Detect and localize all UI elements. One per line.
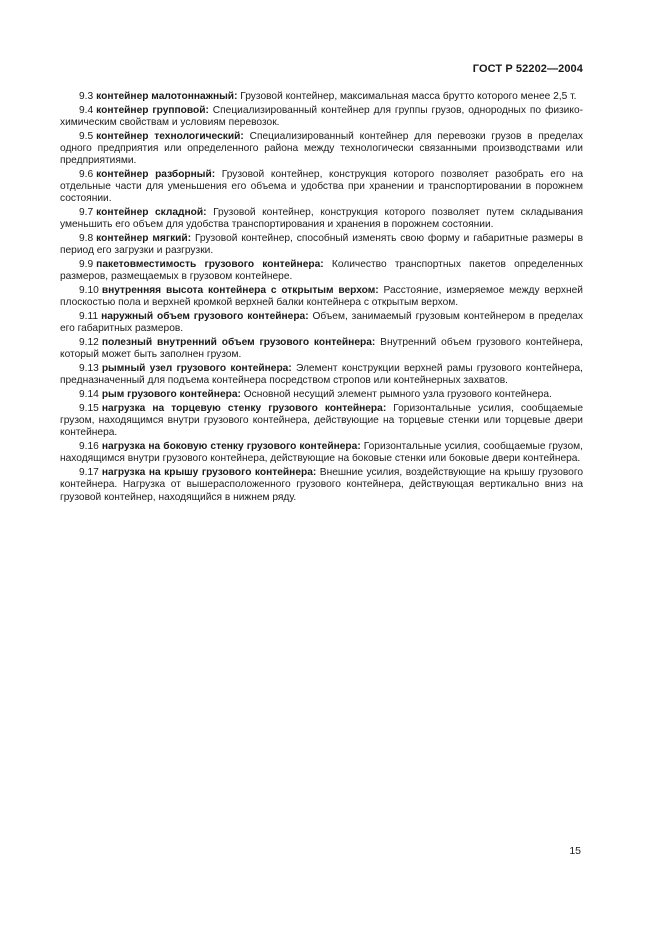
definition-text: Объем, занимаемый грузовым контейнером в пределах его габаритных размеров. <box>60 311 583 335</box>
definition-term: контейнер мягкий: <box>96 233 192 245</box>
definition-text: Горизонтальные усилия, сообщаемые грузом, находящимся внутри грузового контейнера, действующие на торцевые стенки или торцевые двери контейнера. <box>60 403 583 439</box>
definitions-body <box>60 91 583 505</box>
definition-text: Грузовой контейнер, конструкция которого позволяет путем складывания уменьшить его объем для удобства транспортирования и хранения в порожнем состоянии. <box>60 207 583 231</box>
definition-text: Количество транспортных пакетов определенных размеров, размещаемых в грузовом контейнере. <box>60 259 583 283</box>
definition-9-11 <box>60 311 583 335</box>
definition-text: Внешние усилия, воздействующие на крышу грузового контейнера. Нагрузка от вышерасположенного грузового контейнера, действующая вертикально вниз на грузовой контейнер, находящийся в нижнем ряду. <box>60 467 583 503</box>
definition-text: Основной несущий элемент рымного узла грузового контейнера. <box>240 389 552 401</box>
definition-text: Специализированный контейнер для группы грузов, однородных по физико-химическим свойствам и условиям перевозок. <box>60 104 584 128</box>
definition-9-10 <box>60 285 583 309</box>
definition-text: Грузовой контейнер, конструкция которого позволяет разобрать его на отдельные части для уменьшения его объема и удобства при хранении и транспортировании в порожнем состоянии. <box>60 169 584 205</box>
definition-term: рымный узел грузового контейнера: <box>101 363 292 375</box>
definition-9-4 <box>60 105 583 129</box>
definition-9-8 <box>60 233 583 257</box>
definition-9-3 <box>60 91 583 103</box>
definition-text: Грузовой контейнер, максимальная масса брутто которого менее 2,5 т. <box>237 91 577 102</box>
definition-number: 9.3 <box>79 91 94 102</box>
definition-text: Элемент конструкции верхней рамы грузового контейнера, предназначенный для подъема контейнера посредством стропов или контейнерных захватов. <box>60 363 583 387</box>
definition-term: контейнер складной: <box>96 207 207 219</box>
definition-9-17 <box>60 467 583 504</box>
definition-number: 9.11 <box>79 311 99 323</box>
definition-term: пакетовместимость грузового контейнера: <box>96 259 324 271</box>
definition-term: нагрузка на торцевую стенку грузового контейнера: <box>101 403 387 414</box>
definition-9-6 <box>60 169 583 206</box>
definition-9-13 <box>60 363 583 387</box>
definition-9-14 <box>60 389 583 401</box>
definition-text: Внутренний объем грузового контейнера, который может быть заполнен грузом. <box>60 337 583 361</box>
definition-number: 9.15 <box>79 403 99 414</box>
definition-text: Расстояние, измеряемое между верхней плоскостью пола и верхней кромкой верхней балки контейнера с открытым верхом. <box>60 285 584 309</box>
page-number: 15 <box>569 845 581 857</box>
definition-number: 9.14 <box>79 389 99 401</box>
definition-term: нагрузка на крышу грузового контейнера: <box>101 467 317 479</box>
definition-number: 9.16 <box>79 441 99 453</box>
definition-term: контейнер разборный: <box>96 169 216 180</box>
definition-9-5 <box>60 131 583 168</box>
definition-number: 9.10 <box>79 285 99 297</box>
definition-term: контейнер групповой: <box>96 104 209 116</box>
definition-9-12 <box>60 337 583 361</box>
definition-9-16 <box>60 441 583 465</box>
definition-term: наружный объем грузового контейнера: <box>101 311 309 323</box>
definition-term: контейнер малотоннажный: <box>96 91 238 102</box>
definition-term: рым грузового контейнера: <box>101 389 241 401</box>
definition-number: 9.8 <box>79 233 94 245</box>
definition-9-15 <box>60 403 583 440</box>
definition-term: внутренняя высота контейнера с открытым верхом: <box>101 285 379 297</box>
definition-9-7 <box>60 207 583 231</box>
definition-text: Грузовой контейнер, способный изменять свою форму и габаритные размеры в период его загрузки и разгрузки. <box>60 233 583 257</box>
definition-number: 9.13 <box>79 363 99 375</box>
definition-number: 9.17 <box>79 467 99 479</box>
definition-number: 9.5 <box>79 130 94 142</box>
definition-term: нагрузка на боковую стенку грузового контейнера: <box>101 441 361 453</box>
definition-number: 9.7 <box>79 207 94 219</box>
definition-term: полезный внутренний объем грузового контейнера: <box>101 337 376 349</box>
definition-number: 9.6 <box>79 169 94 180</box>
definition-number: 9.4 <box>79 104 94 116</box>
definition-number: 9.9 <box>79 259 94 271</box>
definition-term: контейнер технологический: <box>96 130 244 142</box>
definition-number: 9.12 <box>79 337 99 349</box>
definition-text: Горизонтальные усилия, сообщаемые грузом, находящимся внутри грузового контейнера, действующие на боковые стенки или боковые двери контейнера. <box>60 441 583 465</box>
definition-text: Специализированный контейнер для перевозки грузов в пределах одного предприятия или определенного района между технологически связанными производствами или предприятиями. <box>60 130 583 167</box>
standard-header: ГОСТ Р 52202—2004 <box>472 63 583 75</box>
definition-9-9 <box>60 259 583 283</box>
